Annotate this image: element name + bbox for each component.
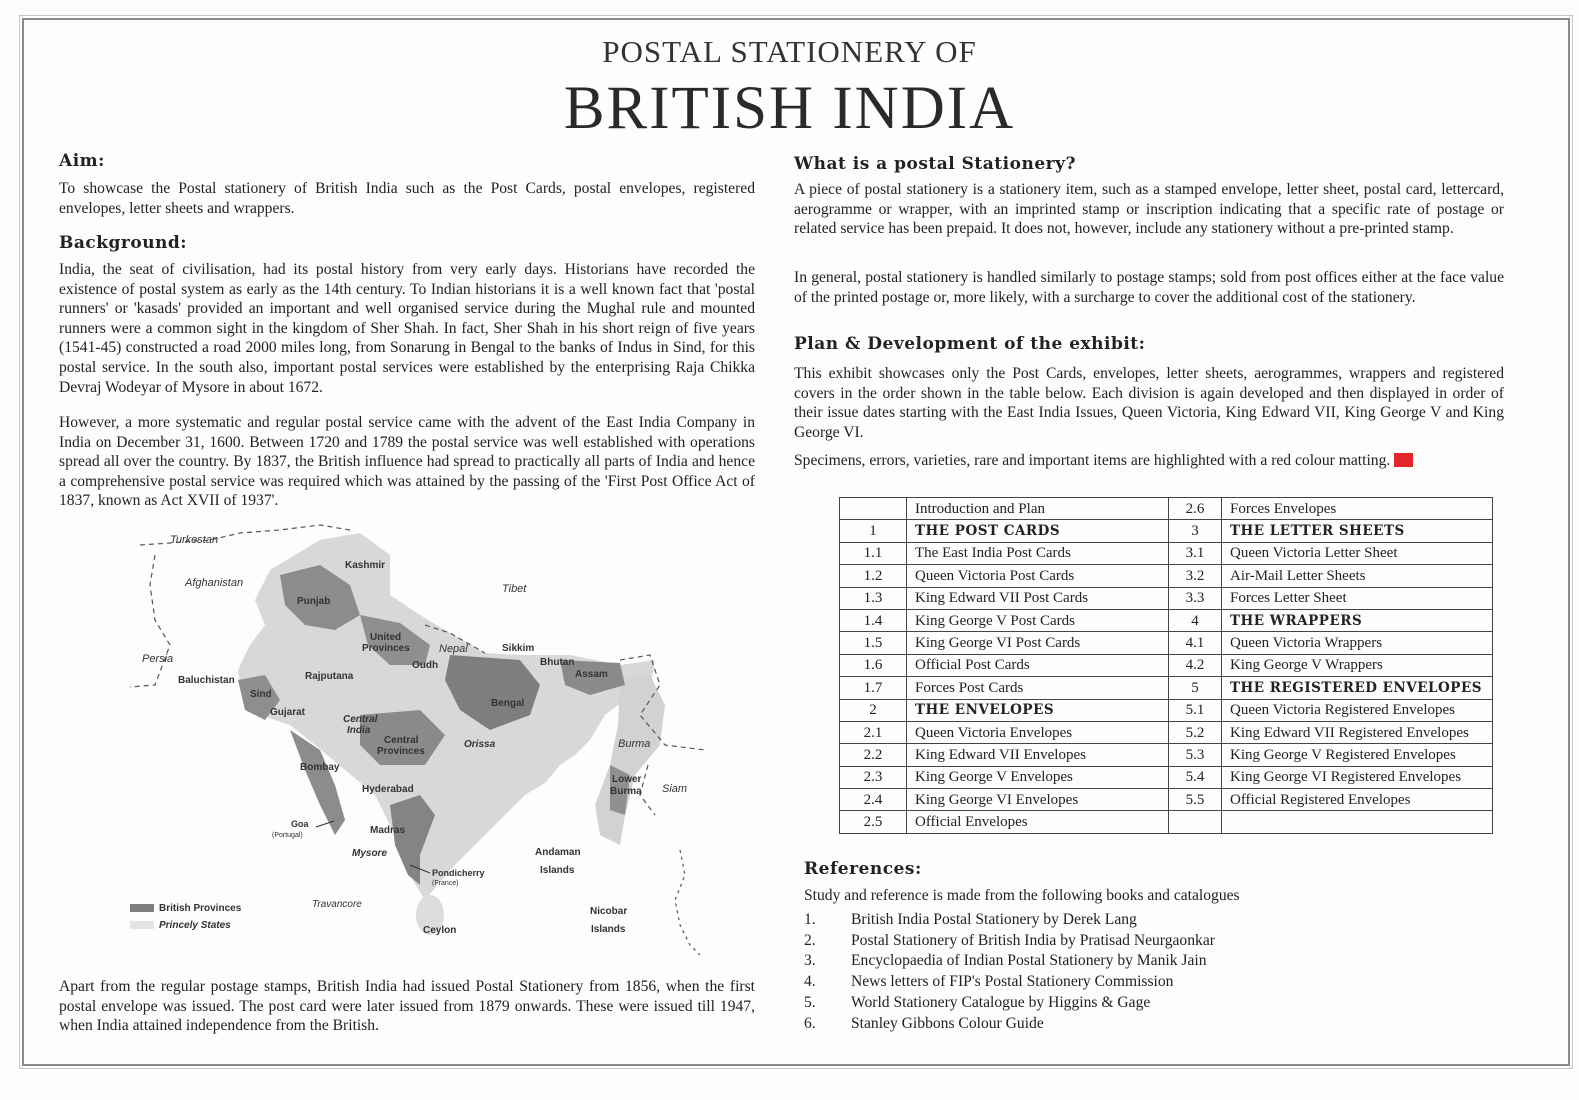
reference-item bbox=[804, 910, 1215, 931]
map-label-persia: Persia bbox=[142, 653, 174, 665]
plan-table-title: The East India Post Cards bbox=[907, 542, 1169, 564]
what-is-paragraph-1: A piece of postal stationery is a stationery item, such as a stamped envelope, letter sheet, postal card, lettercard, aerogramme or wrapper, with an imprinted stamp or inscription indicating that a specific rate of postage or related service has been prepaid. It does not, however, include any stationery without a pre-printed stamp. bbox=[794, 181, 1504, 238]
map-label-sikkim: Sikkim bbox=[502, 643, 535, 654]
plan-table-number: 4.2 bbox=[1169, 654, 1222, 676]
map-label-baluchistan: Baluchistan bbox=[178, 675, 235, 686]
legend-princely-swatch bbox=[130, 921, 154, 929]
plan-table-title: King George V Registered Envelopes bbox=[1222, 744, 1493, 766]
map-label-central-prov-1: Central bbox=[384, 735, 419, 746]
plan-table-row bbox=[840, 811, 1493, 833]
plan-table-title: Queen Victoria Wrappers bbox=[1222, 632, 1493, 654]
reference-item bbox=[804, 931, 1215, 952]
plan-table-number: 1.3 bbox=[840, 587, 907, 609]
map-label-siam: Siam bbox=[662, 783, 688, 795]
plan-table-title: Queen Victoria Registered Envelopes bbox=[1222, 699, 1493, 721]
plan-table-row bbox=[840, 609, 1493, 631]
map-label-central-india-1: Central bbox=[343, 714, 378, 725]
map-label-travancore: Travancore bbox=[312, 899, 362, 910]
reference-number: 6. bbox=[804, 1014, 816, 1032]
map-label-lower-burma-2: Burma bbox=[610, 786, 642, 797]
reference-number: 5. bbox=[804, 993, 816, 1011]
what-is-paragraph-2: In general, postal stationery is handled similarly to postage stamps; sold from post offices either at the face value of the printed postage or, more likely, with a surcharge to cover the additional cost of the stationery. bbox=[794, 269, 1504, 306]
plan-table-title: Official Post Cards bbox=[907, 654, 1169, 676]
plan-table-number: 1.2 bbox=[840, 565, 907, 587]
map-label-bombay: Bombay bbox=[300, 762, 340, 773]
plan-table-row bbox=[840, 565, 1493, 587]
plan-table-title: Queen Victoria Envelopes bbox=[907, 721, 1169, 743]
plan-table-title: King George VI Envelopes bbox=[907, 789, 1169, 811]
plan-table-number: 5 bbox=[1169, 677, 1222, 699]
map-label-bhutan: Bhutan bbox=[540, 657, 575, 668]
map-label-central-prov-2: Provinces bbox=[377, 746, 425, 757]
plan-table-title: Air-Mail Letter Sheets bbox=[1222, 565, 1493, 587]
reference-number: 1. bbox=[804, 911, 816, 928]
map-label-nicobar-2: Islands bbox=[591, 924, 626, 935]
map-label-turkestan: Turkestan bbox=[170, 534, 219, 546]
plan-table-title: THE POST CARDS bbox=[907, 520, 1169, 542]
plan-table-title: Queen Victoria Post Cards bbox=[907, 565, 1169, 587]
map-label-assam: Assam bbox=[575, 669, 608, 680]
map-label-ceylon: Ceylon bbox=[423, 925, 457, 936]
map-label-orissa: Orissa bbox=[464, 739, 496, 750]
plan-table-number: 3 bbox=[1169, 520, 1222, 542]
map-label-pondicherry-sub: (France) bbox=[432, 880, 459, 887]
plan-table-number bbox=[1169, 811, 1222, 833]
map-label-gujarat: Gujarat bbox=[270, 707, 306, 718]
plan-table-row bbox=[840, 587, 1493, 609]
plan-table-title: Forces Letter Sheet bbox=[1222, 587, 1493, 609]
red-matting-swatch bbox=[1394, 453, 1413, 467]
plan-table-title: King George V Wrappers bbox=[1222, 654, 1493, 676]
plan-table-number: 1 bbox=[840, 520, 907, 542]
background-paragraph-1: India, the seat of civilisation, had its postal history from very early days. Historians have recorded the existence of postal system as early as the 14th century. To Indian historians it is a well known fact that 'postal runners' or 'kasads' provided an important and well organised service during the Mughal rule and mounted runners were a common sight in the kingdom of Sher Shah. In fact, Sher Shah in his short reign of five years (1541-45) constructed a road 2000 miles long, from Sonarung in Bengal to the banks of Indus in Sind, for this postal service. In the south also, important postal services were established by the enterprising Raja Chikka Devraj Wodeyar of Mysore in about 1672. bbox=[59, 261, 755, 396]
legend-british-label: British Provinces bbox=[159, 903, 242, 914]
plan-table-title: Forces Envelopes bbox=[1222, 498, 1493, 520]
plan-table-number: 4 bbox=[1169, 609, 1222, 631]
plan-table-title: King George V Post Cards bbox=[907, 609, 1169, 631]
plan-table-row bbox=[840, 498, 1493, 520]
what-is-heading: What is a postal Stationery? bbox=[794, 154, 1076, 174]
plan-table-row bbox=[840, 721, 1493, 743]
reference-title: Encyclopaedia of Indian Postal Stationery by Manik Jain bbox=[851, 952, 1207, 970]
plan-table-title: THE LETTER SHEETS bbox=[1222, 520, 1493, 542]
plan-table-title: Official Envelopes bbox=[907, 811, 1169, 833]
plan-table-number: 2.1 bbox=[840, 721, 907, 743]
map-label-united-1: United bbox=[370, 632, 402, 643]
plan-heading: Plan & Development of the exhibit: bbox=[794, 334, 1146, 354]
plan-table-number: 5.5 bbox=[1169, 789, 1222, 811]
plan-table-number: 5.2 bbox=[1169, 721, 1222, 743]
reference-item bbox=[804, 951, 1215, 972]
title-line-2: BRITISH INDIA bbox=[563, 75, 1016, 142]
map-label-central-india-2: India bbox=[347, 725, 371, 736]
map-label-pondicherry: Pondicherry bbox=[432, 868, 485, 878]
map-label-rajputana: Rajputana bbox=[305, 671, 354, 682]
map-label-oudh: Oudh bbox=[412, 660, 439, 671]
map-label-sind: Sind bbox=[250, 689, 272, 700]
plan-table-number: 2.6 bbox=[1169, 498, 1222, 520]
plan-table-number: 5.4 bbox=[1169, 766, 1222, 788]
plan-table-row bbox=[840, 699, 1493, 721]
plan-table bbox=[839, 497, 1493, 834]
map-border-siam bbox=[640, 765, 655, 815]
plan-table-title: Forces Post Cards bbox=[907, 677, 1169, 699]
map-label-afghanistan: Afghanistan bbox=[185, 577, 244, 589]
background-heading: Background: bbox=[59, 233, 188, 253]
plan-table-title: THE ENVELOPES bbox=[907, 699, 1169, 721]
india-map bbox=[120, 515, 720, 965]
map-label-kashmir: Kashmir bbox=[345, 560, 386, 571]
map-label-burma: Burma bbox=[618, 738, 651, 750]
background-paragraph-2: However, a more systematic and regular postal service came with the advent of the East India Company in India on December 31, 1600. Between 1720 and 1789 the postal service was well established with operations spread all over the country. By 1837, the British influence had spread to practically all parts of India and hence a comprehensive postal service was required which was attained by the passing of the 'First Post Office Act of 1837, known as Act XVII of 1937'. bbox=[59, 414, 755, 510]
legend-princely-label: Princely States bbox=[159, 920, 231, 931]
plan-table-title: Introduction and Plan bbox=[907, 498, 1169, 520]
plan-table-row bbox=[840, 744, 1493, 766]
plan-table-title: King George V Envelopes bbox=[907, 766, 1169, 788]
map-label-bengal: Bengal bbox=[491, 698, 525, 709]
references-heading: References: bbox=[804, 859, 922, 879]
map-label-nicobar-1: Nicobar bbox=[590, 906, 628, 917]
plan-table-title: Queen Victoria Letter Sheet bbox=[1222, 542, 1493, 564]
reference-number: 2. bbox=[804, 931, 816, 949]
plan-table-title: THE REGISTERED ENVELOPES bbox=[1222, 677, 1493, 699]
map-label-punjab: Punjab bbox=[297, 596, 331, 607]
plan-table-number: 5.3 bbox=[1169, 744, 1222, 766]
plan-table-number: 1.5 bbox=[840, 632, 907, 654]
reference-title: News letters of FIP's Postal Stationery Commission bbox=[851, 973, 1174, 991]
closing-paragraph: Apart from the regular postage stamps, British India had issued Postal Stationery from 1856, when the first postal envelope was issued. The post card were later issued from 1879 onwards. These were issued till 1947, when India attained independence from the British. bbox=[59, 978, 755, 1035]
plan-paragraph-1: This exhibit showcases only the Post Cards, envelopes, letter sheets, aerogrammes, wrappers and registered covers in the order shown in the table below. Each division is again developed and then displayed in order of their issue dates starting with the East India Issues, Queen Victoria, King Edward VII, King George V and King George VI. bbox=[794, 365, 1504, 441]
plan-table-number: 3.1 bbox=[1169, 542, 1222, 564]
plan-table-number: 4.1 bbox=[1169, 632, 1222, 654]
reference-number: 3. bbox=[804, 952, 816, 970]
reference-number: 4. bbox=[804, 973, 816, 991]
plan-table-title: King George VI Registered Envelopes bbox=[1222, 766, 1493, 788]
map-label-lower-burma-1: Lower bbox=[612, 774, 642, 785]
plan-table-number bbox=[840, 498, 907, 520]
plan-table-number: 3.2 bbox=[1169, 565, 1222, 587]
reference-item bbox=[804, 993, 1215, 1014]
map-label-madras: Madras bbox=[370, 825, 406, 836]
plan-table-row bbox=[840, 520, 1493, 542]
map-label-united-2: Provinces bbox=[362, 643, 410, 654]
plan-table-row bbox=[840, 789, 1493, 811]
reference-title: Postal Stationery of British India by Pratisad Neurgaonkar bbox=[851, 931, 1215, 949]
plan-table-row bbox=[840, 766, 1493, 788]
plan-table-row bbox=[840, 632, 1493, 654]
plan-table-number: 1.6 bbox=[840, 654, 907, 676]
plan-paragraph-2 bbox=[794, 451, 1504, 471]
plan-paragraph-2-text: Specimens, errors, varieties, rare and important items are highlighted with a red colour matting. bbox=[794, 452, 1391, 469]
reference-title: World Stationery Catalogue by Higgins & Gage bbox=[851, 993, 1151, 1011]
reference-item bbox=[804, 972, 1215, 993]
plan-table-number: 1.4 bbox=[840, 609, 907, 631]
plan-table-row bbox=[840, 542, 1493, 564]
plan-table-number: 1.1 bbox=[840, 542, 907, 564]
map-label-mysore: Mysore bbox=[352, 848, 388, 859]
reference-title: Stanley Gibbons Colour Guide bbox=[851, 1014, 1044, 1032]
plan-table-row bbox=[840, 654, 1493, 676]
map-label-goa: Goa bbox=[291, 819, 309, 829]
map-label-nepal: Nepal bbox=[439, 643, 468, 655]
plan-table-title: King Edward VII Post Cards bbox=[907, 587, 1169, 609]
plan-table-number: 2.2 bbox=[840, 744, 907, 766]
map-label-andaman-2: Islands bbox=[540, 865, 575, 876]
plan-table-title: THE WRAPPERS bbox=[1222, 609, 1493, 631]
plan-table-title: King Edward VII Registered Envelopes bbox=[1222, 721, 1493, 743]
plan-table-title: King George VI Post Cards bbox=[907, 632, 1169, 654]
reference-item bbox=[804, 1014, 1215, 1035]
map-label-andaman-1: Andaman bbox=[535, 847, 581, 858]
map-label-tibet: Tibet bbox=[502, 583, 527, 595]
plan-table-number: 2.3 bbox=[840, 766, 907, 788]
map-border-islands bbox=[675, 850, 700, 955]
plan-table-title: Official Registered Envelopes bbox=[1222, 789, 1493, 811]
title-line-1: POSTAL STATIONERY OF bbox=[602, 34, 977, 69]
plan-table-number: 3.3 bbox=[1169, 587, 1222, 609]
references-intro: Study and reference is made from the following books and catalogues bbox=[804, 887, 1240, 904]
map-border-west bbox=[130, 555, 170, 687]
plan-table-number: 2.4 bbox=[840, 789, 907, 811]
map-label-goa-sub: (Portugal) bbox=[272, 832, 303, 839]
plan-table-title bbox=[1222, 811, 1493, 833]
plan-table-number: 1.7 bbox=[840, 677, 907, 699]
legend-british-swatch bbox=[130, 904, 154, 912]
plan-table-row bbox=[840, 677, 1493, 699]
references-list bbox=[804, 910, 1215, 1034]
plan-table-title: King Edward VII Envelopes bbox=[907, 744, 1169, 766]
aim-heading: Aim: bbox=[59, 151, 105, 171]
plan-table-number: 5.1 bbox=[1169, 699, 1222, 721]
plan-table-number: 2.5 bbox=[840, 811, 907, 833]
reference-title: British India Postal Stationery by Derek Lang bbox=[851, 911, 1137, 928]
map-label-hyderabad: Hyderabad bbox=[362, 784, 414, 795]
plan-table-number: 2 bbox=[840, 699, 907, 721]
aim-text: To showcase the Postal stationery of British India such as the Post Cards, postal envelopes, registered envelopes, letter sheets and wrappers. bbox=[59, 180, 755, 217]
